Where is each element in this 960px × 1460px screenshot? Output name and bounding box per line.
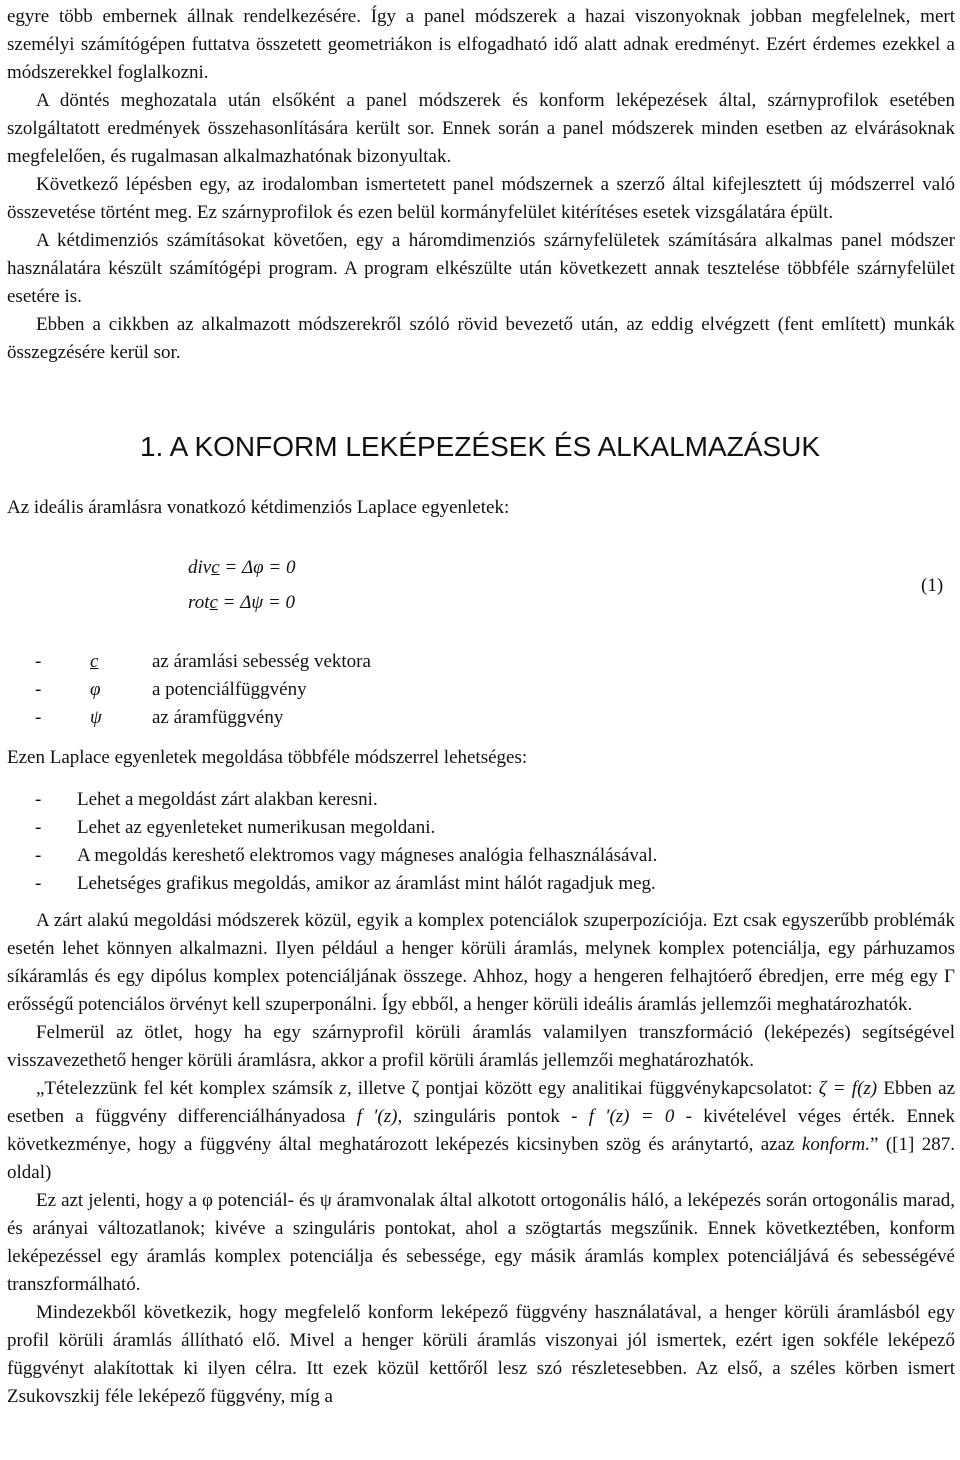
inline-equation: ζ = f(z) [818,1078,878,1099]
intro-text-block [7,3,955,367]
paragraph-definition: „Tételezzünk fel két komplex számsík z, illetve ζ pontjai között egy analitikai függvénykapcsolatot: ζ = f(z) Ebben az esetben a függvény differenciálhányadosa f ′(z), szinguláris pontok - f ′(z) = 0 - kivételével véges érték. Ennek következménye, hogy a függvény által meghatározott leképezés kicsinyben szög és aránytartó, azaz konform.” ([1] 287. oldal) [7,1078,956,1183]
list-item: Lehetséges grafikus megoldás, amikor az áramlást mint hálót ragadjuk meg. [77,873,656,894]
body-text-block [7,907,955,1411]
equation-div: divc = Δφ = 0 [188,557,296,578]
paragraph: Az ideális áramlásra vonatkozó kétdimenziós Laplace egyenletek: [7,497,510,518]
list-item: Lehet az egyenleteket numerikusan megoldani. [77,817,436,838]
paragraph: Ez azt jelenti, hogy a φ potenciál- és ψ áramvonalak által alkotott ortogonális háló, a leképezés során ortogonális marad, és arányai változatlanok; kivéve a szinguláris pontokat, ahol a szögtartás megszűnik. Ennek következtében, konform leképezéssel egy áramlás komplex potenciálja és sebessége, egy másik áramlás komplex potenciáljává és sebességévé transzformálható. [7,1190,955,1295]
list-dash: - [35,789,42,810]
legend-symbol: φ [90,679,101,700]
inline-equation: f ′(z) [356,1106,398,1127]
legend-dash: - [35,707,42,728]
list-item: A megoldás kereshető elektromos vagy mágneses analógia felhasználásával. [77,845,658,866]
paragraph: A kétdimenziós számításokat követően, egy a háromdimenziós szárnyfelületek számítására alkalmas panel módszer használatára készült számítógépi program. A program elkészülte után következett annak tesztelése többféle szárnyfelület esetére is. [7,230,955,307]
paragraph: Mindezekből következik, hogy megfelelő konform leképező függvény használatával, a henger körüli áramlásból egy profil körüli áramlás állítható elő. Mivel a henger körüli áramlás viszonyai jól ismertek, ezért igen sokféle leképező függvényt alakítottak ki ilyen célra. Itt ezek közül kettőről lesz szó részletesebben. Az első, a széles körben ismert Zsukovszkij féle leképező függvény, míg a [7,1302,955,1407]
legend-description: a potenciálfüggvény [152,679,307,700]
paragraph: Ezen Laplace egyenletek megoldása többféle módszerrel lehetséges: [7,747,528,768]
equation-number: (1) [921,575,944,596]
list-item: Lehet a megoldást zárt alakban keresni. [77,789,378,810]
solutions-intro [7,744,955,772]
inline-equation: f ′(z) = 0 [588,1106,675,1127]
legend-description: az áramlási sebesség vektora [152,651,371,672]
legend-symbol: ψ [90,707,102,728]
legend-dash: - [35,679,42,700]
list-dash: - [35,873,42,894]
legend-dash: - [35,651,42,672]
paragraph: A döntés meghozatala után elsőként a panel módszerek és konform leképezések által, szárnyprofilok esetében szolgáltatott eredmények összehasonlítására került sor. Ennek során a panel módszerek minden esetben az elvárásoknak megfelelően, és rugalmasan alkalmazhatónak bizonyultak. [7,90,955,167]
paragraph: Felmerül az ötlet, hogy ha egy szárnyprofil körüli áramlás valamilyen transzformáció (leképezés) segítségével visszavezethető henger körüli áramlásra, akkor a profil körüli áramlás jellemzői meghatározhatók. [7,1022,955,1071]
laplace-intro [7,494,955,522]
paragraph: Ebben a cikkben az alkalmazott módszerekről szóló rövid bevezető után, az eddig elvégzett (fent említett) munkák összegzésére kerül sor. [7,314,955,363]
list-dash: - [35,817,42,838]
paragraph: egyre több embernek állnak rendelkezésére. Így a panel módszerek a hazai viszonyoknak jobban megfelelnek, mert személyi számítógépen futtatva összetett geometriákon is elfogadható idő alatt adnak eredményt. Ezért érdemes ezekkel a módszerekkel foglalkozni. [7,6,955,83]
section-heading: 1. A KONFORM LEKÉPEZÉSEK ÉS ALKALMAZÁSUK [139,431,821,462]
legend-symbol: c [90,651,99,672]
paragraph: A zárt alakú megoldási módszerek közül, egyik a komplex potenciálok szuperpozíciója. Ezt csak egyszerűbb problémák esetén lehet könnyen alkalmazni. Ilyen például a henger körüli áramlás, melynek komplex potenciálja, egy párhuzamos síkáramlás és egy dipólus komplex potenciáljának összege. Ahhoz, hogy a hengeren felhajtóerő ébredjen, erre még egy Γ erősségű potenciálos örvényt kell szuperponálni. Így ebből, a henger körüli ideális áramlás jellemzői meghatározhatók. [7,910,955,1015]
list-dash: - [35,845,42,866]
equation-rot: rotc = Δψ = 0 [188,592,296,613]
legend-description: az áramfüggvény [152,707,284,728]
paragraph: Következő lépésben egy, az irodalomban ismertetett panel módszernek a szerző által kifejlesztett új módszerrel való összevetése történt meg. Ez szárnyprofilok és ezen belül kormányfelület kitérítéses esetek vizsgálatára épült. [7,174,955,223]
